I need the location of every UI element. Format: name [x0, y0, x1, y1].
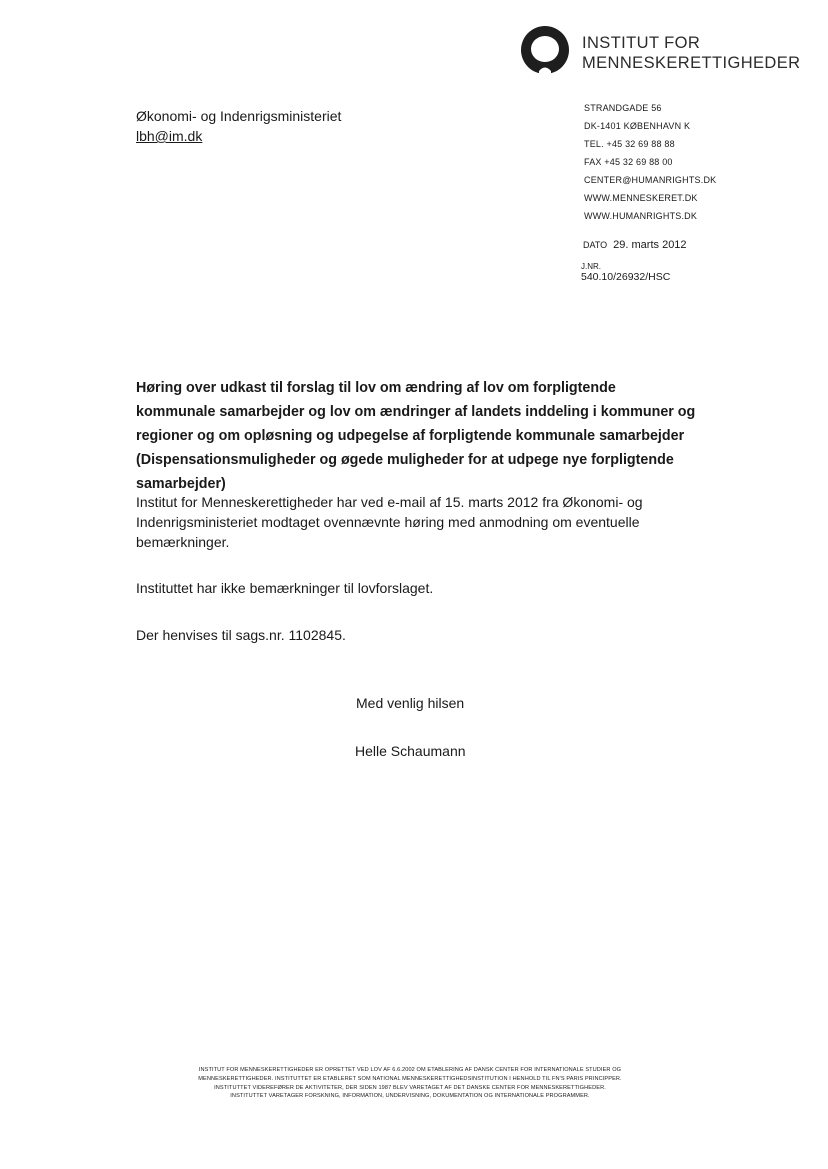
contact-street: STRANDGADE 56 [584, 103, 662, 113]
recipient-email-link[interactable]: lbh@im.dk [136, 128, 203, 144]
footer-line-4: INSTITUTTET VARETAGER FORSKNING, INFORMATION, UNDERVISNING, DOKUMENTATION OG INTERNATIONALE PROGRAMMER. [230, 1093, 590, 1100]
sender-contact-block [584, 99, 716, 225]
contact-city: DK-1401 KØBENHAVN K [584, 121, 691, 131]
body-paragraph-3: Der henvises til sags.nr. 1102845. [136, 627, 346, 643]
recipient-name: Økonomi- og Indenrigsministeriet [136, 108, 342, 124]
legal-footer [140, 1066, 680, 1101]
journal-number-label: J.NR. [581, 262, 601, 271]
contact-web-2: WWW.HUMANRIGHTS.DK [584, 211, 698, 221]
letter-subject: Høring over udkast til forslag til lov om ændring af lov om forpligtende kommunale samarbejder og lov om ændringer af landets inddeling i kommuner og regioner og om opløsning og udpegelse af forpligtende kommunale samarbejder (Dispensationsmuligheder og øgede muligheder for at udpege nye forpligtende samarbejder) [136, 380, 696, 492]
body-paragraph-2: Instituttet har ikke bemærkninger til lovforslaget. [136, 580, 434, 596]
institute-logo-icon [519, 24, 571, 76]
contact-tel: TEL. +45 32 69 88 88 [584, 139, 675, 149]
institute-wordmark [582, 33, 800, 73]
journal-number [581, 261, 670, 283]
contact-email: CENTER@HUMANRIGHTS.DK [584, 175, 717, 185]
signer-name: Helle Schaumann [355, 743, 466, 759]
footer-line-3: INSTITUTTET VIDEREFØRER DE AKTIVITETER, DER SIDEN 1987 BLEV VARETAGET AF DET DANSKE CENTER FOR MENNESKERETTIGHEDER. [214, 1084, 606, 1091]
date-row [583, 239, 687, 251]
wordmark-line-2: MENNESKERETTIGHEDER [582, 54, 801, 72]
contact-fax: FAX +45 32 69 88 00 [584, 157, 673, 167]
footer-line-1: INSTITUT FOR MENNESKERETTIGHEDER ER OPRETTET VED LOV AF 6.6.2002 OM ETABLERING AF DANSK CENTER FOR INTERNATIONALE STUDIER OG [198, 1067, 622, 1073]
recipient-block [136, 106, 341, 146]
wordmark-line-1: INSTITUT FOR [582, 34, 701, 52]
date-value: 29. marts 2012 [613, 239, 687, 251]
body-paragraph-1: Institut for Menneskerettigheder har ved e-mail af 15. marts 2012 fra Økonomi- og Indenrigsministeriet modtaget ovennævnte høring med anmodning om eventuelle bemærkninger. [136, 494, 643, 550]
closing-salutation: Med venlig hilsen [356, 695, 465, 711]
date-label: DATO [583, 240, 608, 250]
contact-web-1: WWW.MENNESKERET.DK [584, 193, 698, 203]
footer-line-2: MENNESKERETTIGHEDER. INSTITUTTET ER ETABLERET SOM NATIONAL MENNESKERETTIGHEDSINSTITUTION I HENHOLD TIL FN'S PARIS PRINCIPPER. [198, 1075, 622, 1082]
journal-number-value: 540.10/26932/HSC [581, 271, 671, 283]
